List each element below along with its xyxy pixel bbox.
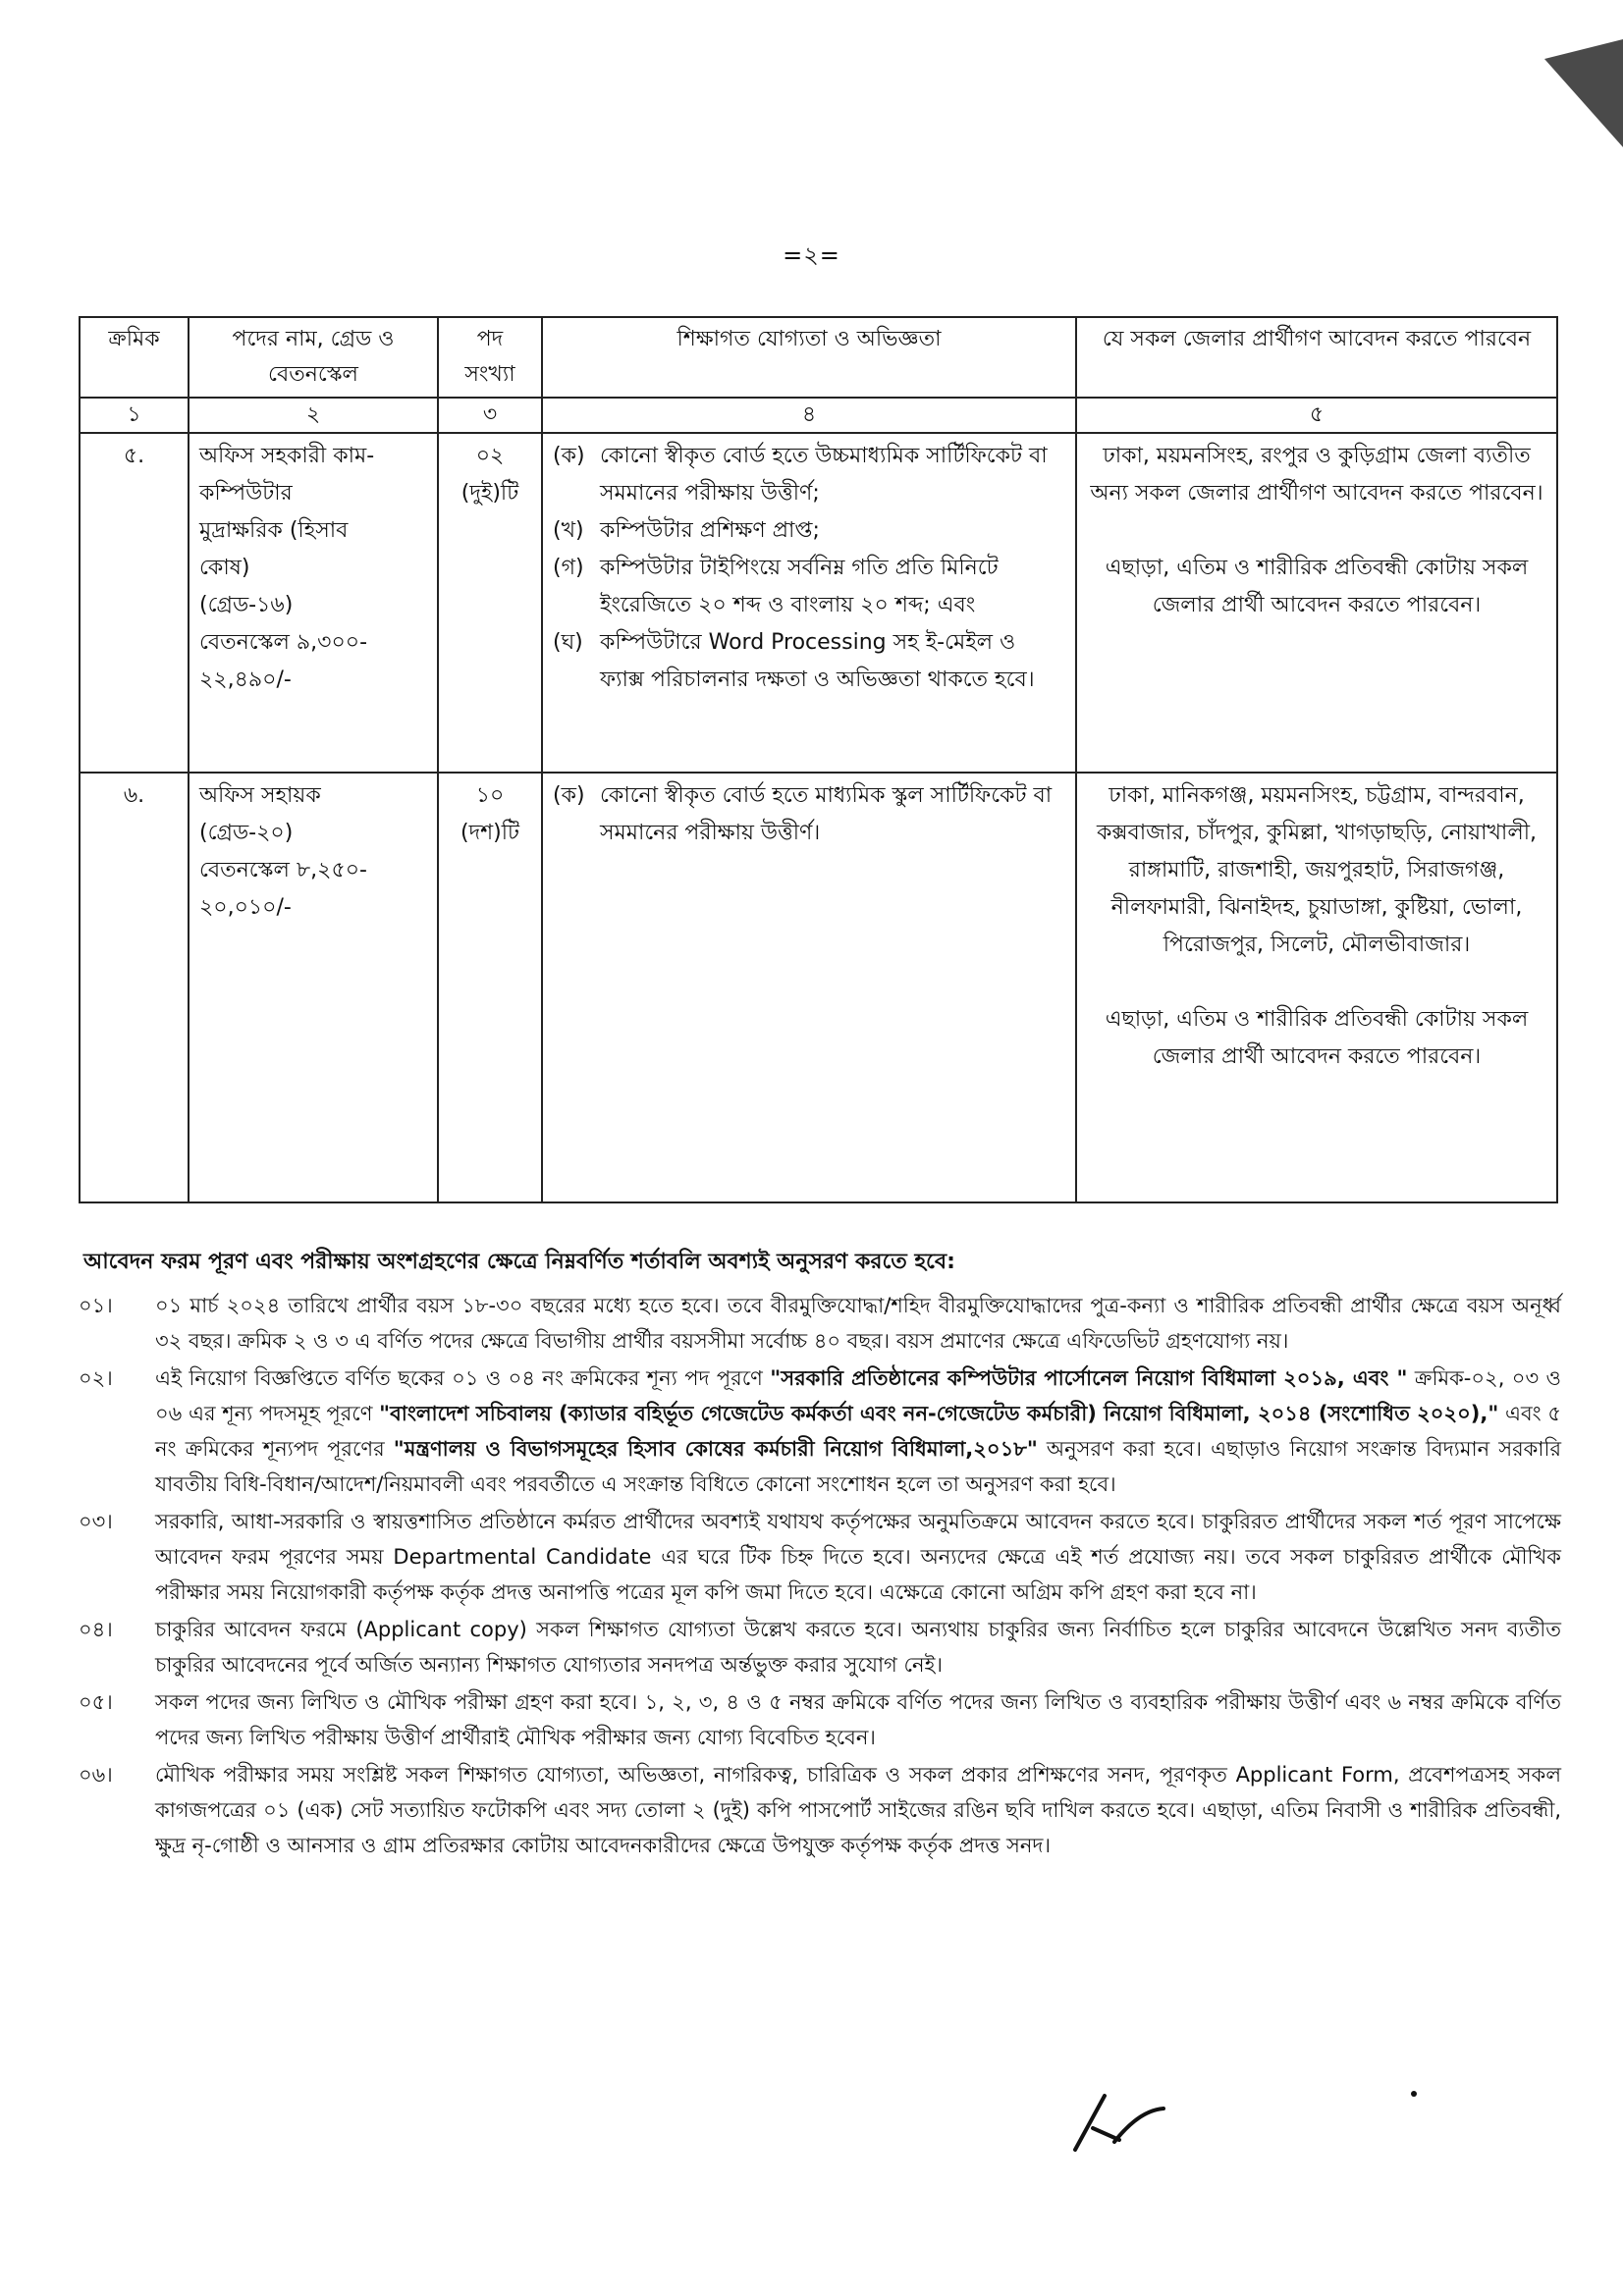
header-post: পদের নাম, গ্রেড ও বেতনস্কেল xyxy=(189,317,438,398)
term-text xyxy=(155,1288,1561,1359)
qualification-item xyxy=(553,550,1065,624)
term-rule-name: "বাংলাদেশ সচিবালয় (ক্যাডার বহির্ভূত গেজেটেড কর্মকর্তা এবং নন-গেজেটেড কর্মচারী) নিয়োগ বিধিমালা, ২০১৪ (সংশোধিত ২০২০)," xyxy=(379,1402,1499,1425)
term-item xyxy=(79,1361,1561,1502)
post-name-grade-scale xyxy=(189,773,438,1202)
term-number: ০৬। xyxy=(79,1763,113,1787)
table-row xyxy=(80,773,1557,1202)
qualification-item xyxy=(553,624,1065,699)
page-number: =২= xyxy=(783,241,840,269)
term-number: ০২। xyxy=(79,1366,113,1390)
qualification-item xyxy=(553,438,1065,512)
qualifications xyxy=(542,433,1076,773)
count-line: ১০ xyxy=(475,783,505,808)
districts-text: ঢাকা, মানিকগঞ্জ, ময়মনসিংহ, চট্টগ্রাম, বান্দরবান, কক্সবাজার, চাঁদপুর, কুমিল্লা, খাগড়াছড়ি, নোয়াখালী, রাঙ্গামাটি, রাজশাহী, জয়পুরহাট, সিরাজগঞ্জ, নীলফামারী, ঝিনাইদহ, চুয়াডাঙ্গা, কুষ্টিয়া, ভোলা, পিরোজপুর, সিলেট, মৌলভীবাজার। xyxy=(1096,783,1537,957)
term-text-part: মৌখিক পরীক্ষার সময় সংশ্লিষ্ট সকল শিক্ষাগত যোগ্যতা, অভিজ্ঞতা, নাগরিকত্ব, চারিত্রিক ও সকল প্রকার প্রশিক্ষণের সনদ, পূরণকৃত Applicant Form, প্রবেশপত্রসহ সকল কাগজপত্রের ০১ (এক) সেট সত্যায়িত ফটোকপি এবং সদ্য তোলা ২ (দুই) কপি পাসপোর্ট সাইজের রঙিন ছবি দাখিল করতে হবে। এছাড়া, এতিম নিবাসী ও শারীরিক প্রতিবন্ধী, ক্ষুদ্র নৃ-গোষ্ঠী ও আনসার ও গ্রাম প্রতিরক্ষার কোটায় আবেদনকারীদের ক্ষেত্রে উপযুক্ত কর্তৃপক্ষ কর্তৃক প্রদত্ত সনদ। xyxy=(155,1763,1561,1857)
eligible-districts xyxy=(1076,773,1557,1202)
quota-note: এছাড়া, এতিম ও শারীরিক প্রতিবন্ধী কোটায় সকল জেলার প্রার্থী আবেদন করতে পারবেন। xyxy=(1105,556,1529,617)
term-text-part: ক্রমিক-০২, ০৩ ও ০৬ এর শূন্য পদসমূহ পূরণে xyxy=(155,1366,1561,1425)
eligible-districts xyxy=(1076,433,1557,773)
ink-dot xyxy=(1411,2091,1417,2097)
post-line: বেতনস্কেল ৮,২৫০- xyxy=(199,858,367,882)
qualification-text: কম্পিউটার টাইপিংয়ে সর্বনিম্ন গতি প্রতি মিনিটে ইংরেজিতে ২০ শব্দ ও বাংলায় ২০ শব্দ; এবং xyxy=(600,556,999,617)
post-line: ২০,০১০/- xyxy=(199,895,292,920)
post-count xyxy=(438,433,542,773)
count-line: (দশ)টি xyxy=(460,821,520,845)
column-number: ৩ xyxy=(438,398,542,433)
column-number: ২ xyxy=(189,398,438,433)
post-line: কোষ) xyxy=(199,556,250,580)
qualification-mark: (খ) xyxy=(553,518,584,543)
column-number: ৪ xyxy=(542,398,1076,433)
term-number: ০১। xyxy=(79,1294,113,1317)
terms-heading: আবেদন ফরম পূরণ এবং পরীক্ষায় অংশগ্রহণের ক্ষেত্রে নিম্নবর্ণিত শর্তাবলি অবশ্যই অনুসরণ করতে হবে: xyxy=(83,1250,955,1274)
qualification-text: কম্পিউটারে Word Processing সহ ই-মেইল ও ফ্যাক্স পরিচালনার দক্ষতা ও অভিজ্ঞতা থাকতে হবে। xyxy=(600,630,1035,692)
terms-list xyxy=(79,1288,1561,1865)
qualification-text: কোনো স্বীকৃত বোর্ড হতে মাধ্যমিক স্কুল সার্টিফিকেট বা সমমানের পরীক্ষায় উত্তীর্ণ। xyxy=(600,783,1053,845)
qualification-text: কোনো স্বীকৃত বোর্ড হতে উচ্চমাধ্যমিক সার্টিফিকেট বা সমমানের পরীক্ষায় উত্তীর্ণ; xyxy=(600,444,1048,506)
term-text-part: ০১ মার্চ ২০২৪ তারিখে প্রার্থীর বয়স ১৮-৩০ বছরের মধ্যে হতে হবে। তবে বীরমুক্তিযোদ্ধা/শহিদ বীরমুক্তিযোদ্ধাদের পুত্র-কন্যা ও শারীরিক প্রতিবন্ধী প্রার্থীর ক্ষেত্রে বয়স অনূর্ধ্ব ৩২ বছর। ক্রমিক ২ ও ৩ এ বর্ণিত পদের ক্ষেত্রে বিভাগীয় প্রার্থীর বয়সসীমা সর্বোচ্চ ৪০ বছর। বয়স প্রমাণের ক্ষেত্রে এফিডেভিট গ্রহণযোগ্য নয়। xyxy=(155,1294,1561,1353)
term-text xyxy=(155,1684,1561,1755)
table-row xyxy=(80,433,1557,773)
table-header-row xyxy=(80,317,1557,398)
header-qualification: শিক্ষাগত যোগ্যতা ও অভিজ্ঞতা xyxy=(542,317,1076,398)
header-serial: ক্রমিক xyxy=(80,317,189,398)
term-number: ০৫। xyxy=(79,1690,113,1714)
term-text-part: এই নিয়োগ বিজ্ঞপ্তিতে বর্ণিত ছকের ০১ ও ০৪ নং ক্রমিকের শূন্য পদ পূরণে xyxy=(155,1366,771,1390)
column-number-row xyxy=(80,398,1557,433)
term-text-part: এবং ৫ নং ক্রমিকের শূন্যপদ পূরণের xyxy=(155,1402,1561,1461)
post-line: ২২,৪৯০/- xyxy=(199,667,292,692)
row-serial: ৬. xyxy=(80,773,189,1202)
posts-table xyxy=(79,316,1558,1203)
qualification-text: কম্পিউটার প্রশিক্ষণ প্রাপ্ত; xyxy=(600,518,820,543)
post-line: (গ্রেড-২০) xyxy=(199,821,294,845)
qualification-item xyxy=(553,512,1065,550)
term-text-part: সকল পদের জন্য লিখিত ও মৌখিক পরীক্ষা গ্রহণ করা হবে। ১, ২, ৩, ৪ ও ৫ নম্বর ক্রমিকে বর্ণিত পদের জন্য লিখিত ও ব্যবহারিক পরীক্ষায় উত্তীর্ণ এবং ৬ নম্বর ক্রমিকে বর্ণিত পদের জন্য লিখিত পরীক্ষায় উত্তীর্ণ প্রার্থীরাই মৌখিক পরীক্ষার জন্য যোগ্য বিবেচিত হবেন। xyxy=(155,1690,1561,1749)
header-count: পদ সংখ্যা xyxy=(438,317,542,398)
term-text-part: চাকুরির আবেদন ফরমে (Applicant copy) সকল শিক্ষাগত যোগ্যতা উল্লেখ করতে হবে। অন্যথায় চাকুরির জন্য নির্বাচিত হলে চাকুরির আবেদনে উল্লেখিত সনদ ব্যতীত চাকুরির আবেদনের পূর্বে অর্জিত অন্যান্য শিক্ষাগত যোগ্যতার সনদপত্র অর্ন্তভুক্ত করার সুযোগ নেই। xyxy=(155,1618,1561,1677)
post-count xyxy=(438,773,542,1202)
count-line: (দুই)টি xyxy=(460,481,519,506)
term-item xyxy=(79,1612,1561,1682)
post-line: কম্পিউটার xyxy=(199,481,293,506)
header-districts: যে সকল জেলার প্রার্থীগণ আবেদন করতে পারবেন xyxy=(1076,317,1557,398)
term-item xyxy=(79,1757,1561,1863)
quota-note: এছাড়া, এতিম ও শারীরিক প্রতিবন্ধী কোটায় সকল জেলার প্রার্থী আবেদন করতে পারবেন। xyxy=(1105,1007,1529,1069)
term-item xyxy=(79,1504,1561,1610)
post-line: মুদ্রাক্ষরিক (হিসাব xyxy=(199,518,349,543)
post-line: অফিস সহকারী কাম- xyxy=(199,444,375,468)
qualification-mark: (ক) xyxy=(553,444,585,468)
qualification-item xyxy=(553,777,1065,852)
qualifications xyxy=(542,773,1076,1202)
term-text xyxy=(155,1361,1561,1502)
districts-text: ঢাকা, ময়মনসিংহ, রংপুর ও কুড়িগ্রাম জেলা ব্যতীত অন্য সকল জেলার প্রার্থীগণ আবেদন করতে পারবেন। xyxy=(1090,444,1543,506)
post-line: বেতনস্কেল ৯,৩০০- xyxy=(199,630,368,655)
post-line: অফিস সহায়ক xyxy=(199,783,321,808)
term-text-part: অনুসরণ করা হবে। এছাড়াও নিয়োগ সংক্রান্ত বিদ্যমান সরকারি যাবতীয় বিধি-বিধান/আদেশ/নিয়মাবলী এবং পরবর্তীতে এ সংক্রান্ত বিধিতে কোনো সংশোধন হলে তা অনুসরণ করা হবে। xyxy=(155,1437,1562,1496)
term-rule-name: "সরকারি প্রতিষ্ঠানের কম্পিউটার পার্সোনেল নিয়োগ বিধিমালা ২০১৯, এবং " xyxy=(770,1366,1408,1390)
term-number: ০৪। xyxy=(79,1618,113,1641)
count-line: ০২ xyxy=(475,444,505,468)
qualification-mark: (ঘ) xyxy=(553,630,583,655)
term-text xyxy=(155,1612,1561,1682)
term-rule-name: "মন্ত্রণালয় ও বিভাগসমূহের হিসাব কোষের কর্মচারী নিয়োগ বিধিমালা,২০১৮" xyxy=(393,1437,1038,1461)
term-text xyxy=(155,1757,1561,1863)
term-number: ০৩। xyxy=(79,1510,113,1533)
column-number: ৫ xyxy=(1076,398,1557,433)
signature-mark xyxy=(1065,2081,1173,2160)
term-item xyxy=(79,1288,1561,1359)
term-text-part: সরকারি, আধা-সরকারি ও স্বায়ত্তশাসিত প্রতিষ্ঠানে কর্মরত প্রার্থীদের অবশ্যই যথাযথ কর্তৃপক্ষের অনুমতিক্রমে আবেদন করতে হবে। চাকুরিরত প্রার্থীদের সকল শর্ত পূরণ সাপেক্ষে আবেদন ফরম পূরণের সময় Departmental Candidate এর ঘরে টিক চিহ্ন দিতে হবে। অন্যদের ক্ষেত্রে এই শর্ত প্রযোজ্য নয়। তবে সকল চাকুরিরত প্রার্থীকে মৌখিক পরীক্ষার সময় নিয়োগকারী কর্তৃপক্ষ কর্তৃক প্রদত্ত অনাপত্তি পত্রের মূল কপি জমা দিতে হবে। এক্ষেত্রে কোনো অগ্রিম কপি গ্রহণ করা হবে না। xyxy=(155,1510,1561,1604)
qualification-mark: (ক) xyxy=(553,783,585,808)
qualification-mark: (গ) xyxy=(553,556,584,580)
term-text xyxy=(155,1504,1561,1610)
column-number: ১ xyxy=(80,398,189,433)
post-line: (গ্রেড-১৬) xyxy=(199,593,294,617)
term-item xyxy=(79,1684,1561,1755)
post-name-grade-scale xyxy=(189,433,438,773)
scan-corner-mark xyxy=(1535,39,1623,147)
row-serial: ৫. xyxy=(80,433,189,773)
